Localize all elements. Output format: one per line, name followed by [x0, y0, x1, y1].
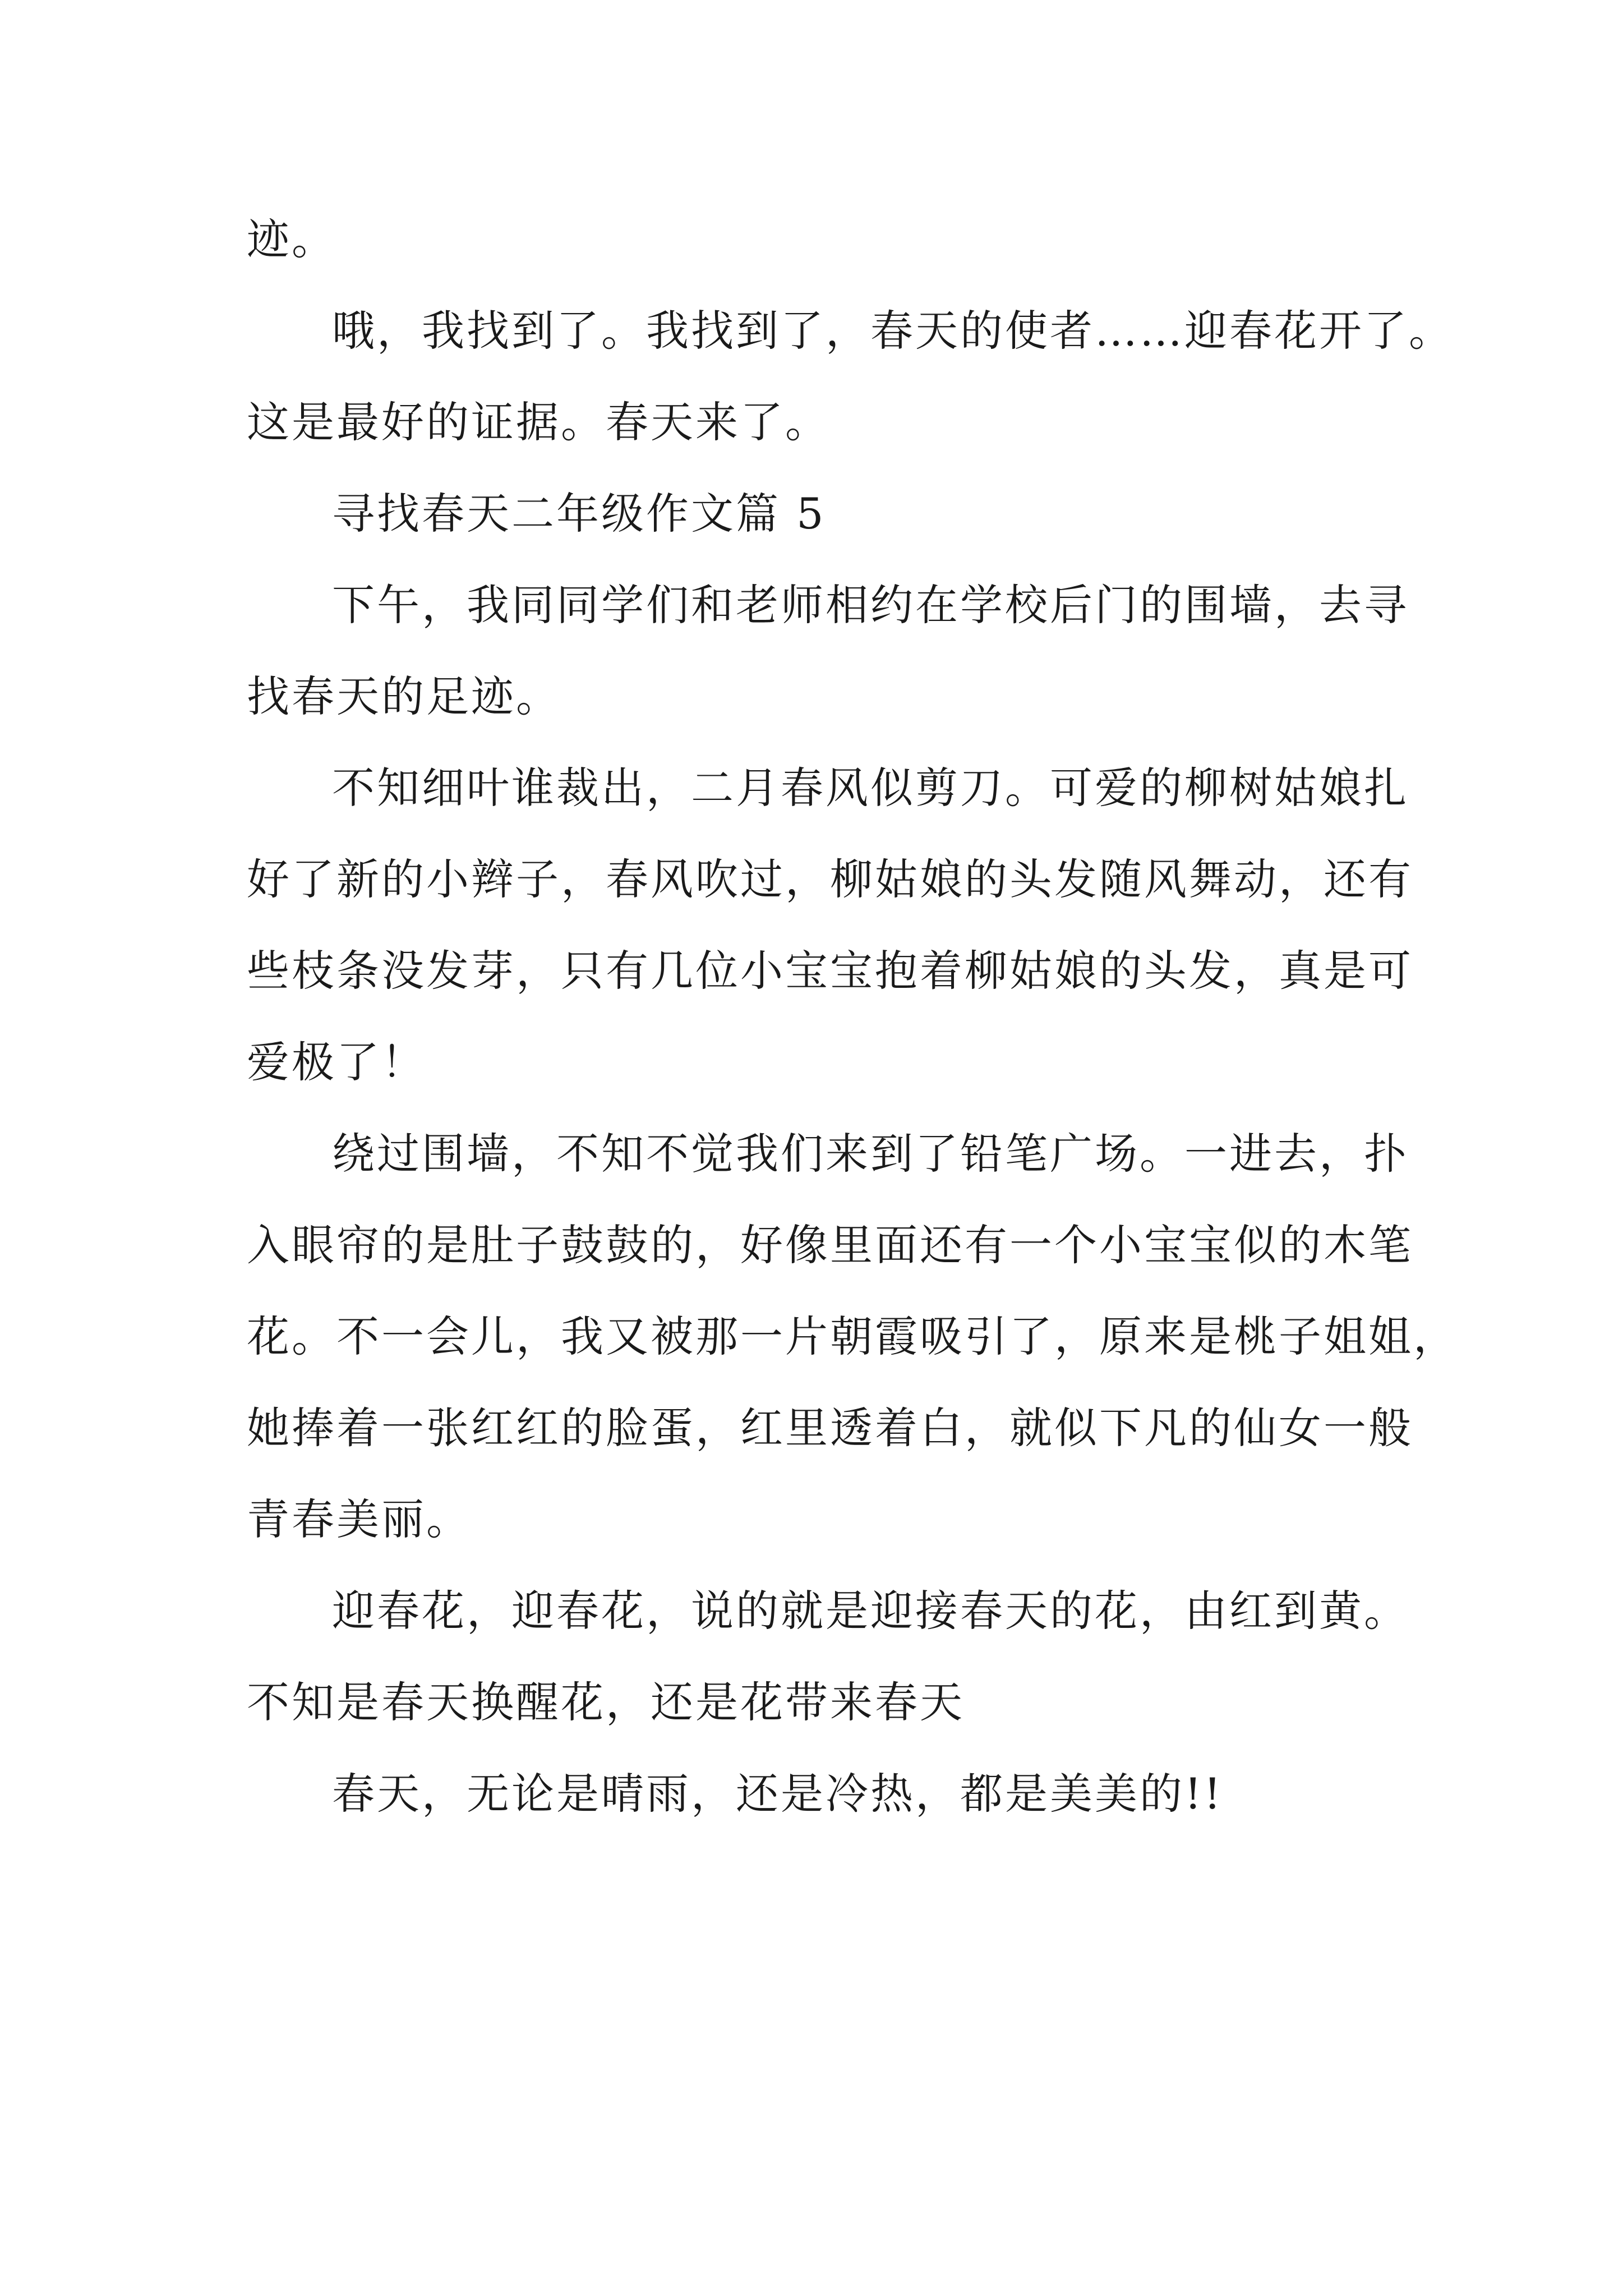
document-body — [247, 194, 1458, 1839]
text-line: 不知细叶谁裁出，二月春风似剪刀。可爱的柳树姑娘扎 — [332, 763, 1409, 813]
text-line: 哦，我找到了。我找到了，春天的使者……迎春花开了。 — [332, 306, 1454, 356]
text-line: 青春美丽。 — [247, 1494, 471, 1544]
text-line: 好了新的小辫子，春风吹过，柳姑娘的头发随风舞动，还有 — [247, 854, 1413, 904]
text-line: 些枝条没发芽，只有几位小宝宝抱着柳姑娘的头发，真是可 — [247, 946, 1413, 996]
text-line: 迹。 — [247, 214, 336, 264]
text-line: 绕过围墙，不知不觉我们来到了铅笔广场。一进去，扑 — [332, 1129, 1409, 1179]
text-line: 找春天的足迹。 — [247, 671, 561, 721]
text-line: 这是最好的证据。春天来了。 — [247, 397, 830, 447]
text-line: 迎春花，迎春花，说的就是迎接春天的花，由红到黄。 — [332, 1586, 1409, 1636]
text-line: 她捧着一张红红的脸蛋，红里透着白，就似下凡的仙女一般 — [247, 1403, 1413, 1453]
text-line: 春天，无论是晴雨，还是冷热，都是美美的!! — [332, 1769, 1224, 1819]
text-line: 爱极了！ — [247, 1037, 426, 1087]
text-line: 下午，我同同学们和老师相约在学校后门的围墙，去寻 — [332, 580, 1409, 630]
text-line: 不知是春天换醒花，还是花带来春天 — [247, 1677, 965, 1727]
section-heading: 寻找春天二年级作文篇 5 — [332, 489, 826, 539]
text-line: 花。不一会儿，我又被那一片朝霞吸引了，原来是桃子姐姐， — [247, 1312, 1458, 1361]
text-line: 入眼帘的是肚子鼓鼓的，好像里面还有一个小宝宝似的木笔 — [247, 1220, 1413, 1270]
